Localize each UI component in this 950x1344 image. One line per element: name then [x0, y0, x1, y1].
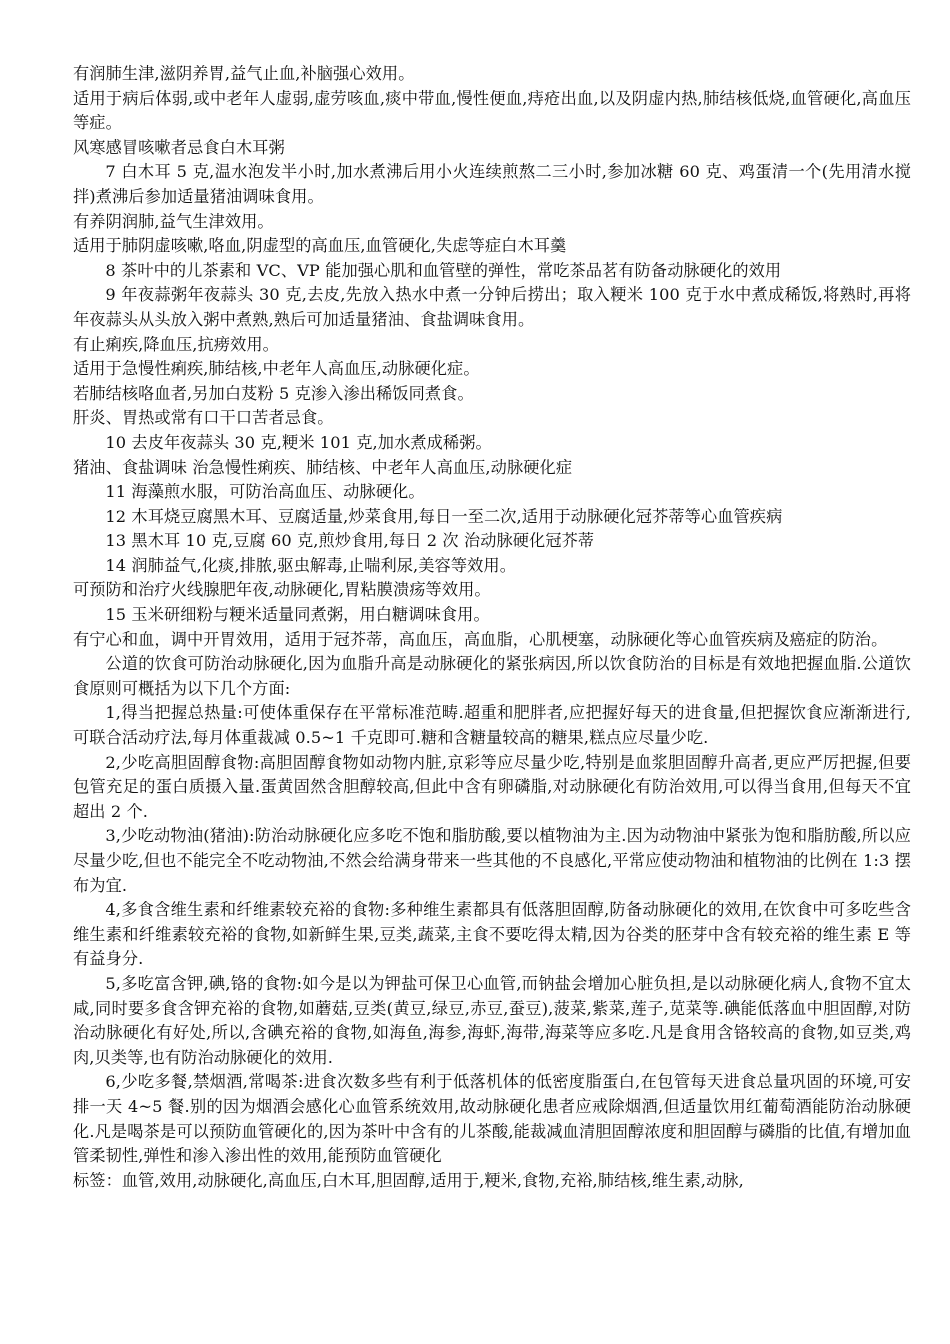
paragraph: 12 木耳烧豆腐黑木耳、豆腐适量,炒菜食用,每日一至二次,适用于动脉硬化冠芥蒂等心血管疾病: [105, 506, 783, 526]
paragraph: 公道的饮食可防治动脉硬化,因为血脂升高是动脉硬化的紧张病因,所以饮食防治的目标是有效地把握血脂.公道饮食原则可概括为以下几个方面:: [73, 654, 911, 698]
document-body: [73, 62, 911, 1193]
paragraph: 10 去皮年夜蒜头 30 克,粳米 101 克,加水煮成稀粥。: [105, 432, 492, 452]
paragraph: 若肺结核咯血者,另加白芨粉 5 克渗入渗出稀饭同煮食。: [73, 383, 474, 403]
paragraph: 有宁心和血，调中开胃效用，适用于冠芥蒂，高血压，高血脂，心肌梗塞，动脉硬化等心血管疾病及癌症的防治。: [73, 629, 888, 649]
paragraph: 8 茶叶中的儿茶素和 VC、VP 能加强心肌和血管壁的弹性，常吃茶品茗有防备动脉硬化的效用: [105, 260, 782, 280]
paragraph: 适用于肺阴虚咳嗽,咯血,阴虚型的高血压,血管硬化,失虑等症白木耳羹: [73, 236, 567, 256]
paragraph: 风寒感冒咳嗽者忌食白木耳粥: [73, 137, 285, 157]
paragraph: 7 白木耳 5 克,温水泡发半小时,加水煮沸后用小火连续煎熬二三小时,参加冰糖 60 克、鸡蛋清一个(先用清水搅拌)煮沸后参加适量猪油调味食用。: [73, 162, 911, 206]
paragraph: 11 海藻煎水服，可防治高血压、动脉硬化。: [105, 482, 425, 502]
paragraph: 1,得当把握总热量:可使体重保存在平常标准范畴.超重和肥胖者,应把握好每天的进食量,但把握饮食应渐渐进行,可联合活动疗法,每月体重裁减 0.5~1 千克即可.糖和含糖量较高的糖果,糕点应尽量少吃.: [73, 703, 911, 748]
paragraph: 适用于病后体弱,或中老年人虚弱,虚劳咳血,痰中带血,慢性便血,痔疮出血,以及阴虚内热,肺结核低烧,血管硬化,高血压等症。: [73, 88, 911, 133]
paragraph: 有养阴润肺,益气生津效用。: [73, 211, 274, 231]
paragraph: 有润肺生津,滋阴养胃,益气止血,补脑强心效用。: [73, 64, 415, 83]
paragraph: 13 黑木耳 10 克,豆腐 60 克,煎炒食用,每日 2 次 治动脉硬化冠芥蒂: [105, 531, 595, 551]
paragraph: 14 润肺益气,化痰,排脓,驱虫解毒,止喘利尿,美容等效用。: [105, 555, 516, 575]
paragraph: 15 玉米研细粉与粳米适量同煮粥，用白糖调味食用。: [105, 605, 490, 625]
paragraph: 有止痢疾,降血压,抗痨效用。: [73, 334, 279, 354]
paragraph: 肝炎、胃热或常有口干口苦者忌食。: [73, 408, 334, 428]
paragraph: 适用于急慢性痢疾,肺结核,中老年人高血压,动脉硬化症。: [73, 359, 480, 379]
tags-line: 标签：血管,效用,动脉硬化,高血压,白木耳,胆固醇,适用于,粳米,食物,充裕,肺结核,维生素,动脉,: [73, 1170, 744, 1190]
paragraph: 6,少吃多餐,禁烟酒,常喝茶:进食次数多些有利于低落机体的低密度脂蛋白,在包管每天进食总量巩固的环境,可安排一天 4~5 餐.别的因为烟酒会感化心血管系统效用,故动脉硬化患者应戒除烟酒,但适量饮用红葡萄酒能防治动脉硬化.凡是喝茶是可以预防血管硬化的,因为茶叶中含有的儿茶酸,能裁减血清胆固醇浓度和胆固醇与磷脂的比值,有增加血管柔韧性,弹性和渗入渗出性的效用,能预防血管硬化: [73, 1072, 911, 1166]
paragraph: 5,多吃富含钾,碘,铬的食物:如今是以为钾盐可保卫心血管,而钠盐会增加心脏负担,是以动脉硬化病人,食物不宜太咸,同时要多食含钾充裕的食物,如蘑菇,豆类(黄豆,绿豆,赤豆,蚕豆),菠菜,紫菜,莲子,苋菜等.碘能低落血中胆固醇,对防治动脉硬化有好处,所以,含碘充裕的食物,如海鱼,海参,海虾,海带,海菜等应多吃.凡是食用含铬较高的食物,如豆类,鸡肉,贝类等,也有防治动脉硬化的效用.: [73, 973, 911, 1067]
paragraph: 4,多食含维生素和纤维素较充裕的食物:多种维生素都具有低落胆固醇,防备动脉硬化的效用,在饮食中可多吃些含维生素和纤维素较充裕的食物,如新鲜生果,豆类,蔬菜,主食不要吃得太精,因为谷类的胚芽中含有较充裕的维生素 E 等有益身分.: [73, 900, 911, 969]
paragraph: 9 年夜蒜粥年夜蒜头 30 克,去皮,先放入热水中煮一分钟后捞出；取入粳米 100 克于水中煮成稀饭,将熟时,再将年夜蒜头从头放入粥中煮熟,熟后可加适量猪油、食盐调味食用。: [73, 285, 911, 329]
paragraph: 2,少吃高胆固醇食物:高胆固醇食物如动物内脏,京彩等应尽量少吃,特别是血浆胆固醇升高者,更应严厉把握,但要包管充足的蛋白质摄入量.蛋黄固然含胆醇较高,但此中含有卵磷脂,对动脉硬化有防治效用,可以得当食用,但每天不宜超出 2 个.: [73, 752, 911, 821]
paragraph: 3,少吃动物油(猪油):防治动脉硬化应多吃不饱和脂肪酸,要以植物油为主.因为动物油中紧张为饱和脂肪酸,所以应尽量少吃,但也不能完全不吃动物油,不然会给满身带来一些其他的不良感化,平常应使动物油和植物油的比例在 1:3 摆布为宜.: [73, 826, 911, 895]
paragraph: 可预防和治疗火线腺肥年夜,动脉硬化,胃粘膜溃疡等效用。: [73, 580, 491, 600]
paragraph: 猪油、食盐调味 治急慢性痢疾、肺结核、中老年人高血压,动脉硬化症: [73, 457, 573, 477]
